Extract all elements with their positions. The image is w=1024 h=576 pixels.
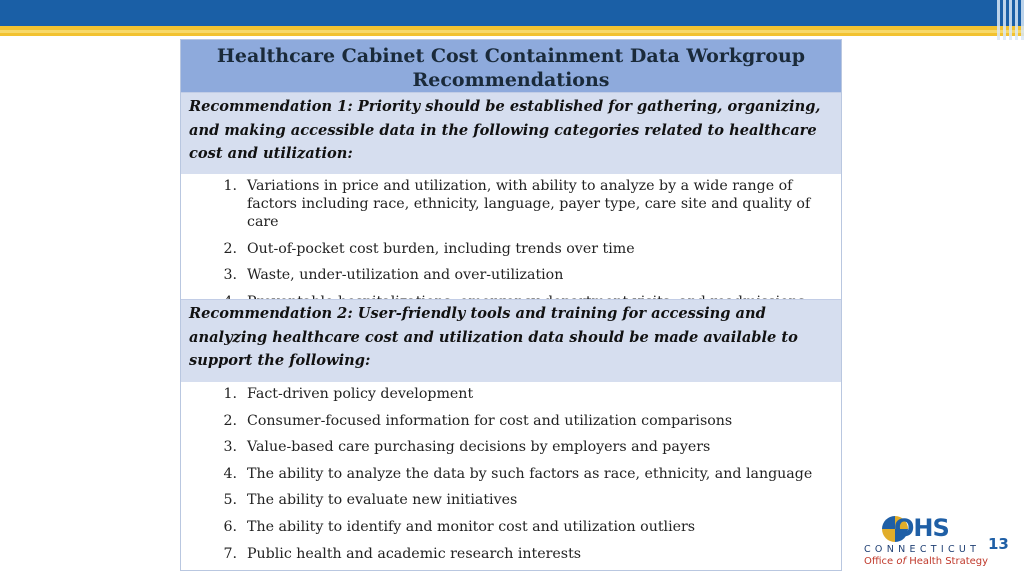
list-item: 3. Value-based care purchasing decisions by employers and payers: [223, 439, 711, 456]
recommendation-1-row: [181, 92, 841, 174]
logo-state: CONNECTICUT: [864, 544, 981, 555]
recommendation-2-heading: Recommendation 2: User-friendly tools and training for accessing and analyzing healthcare cost and utilization data should be made available to support the following:: [189, 305, 798, 369]
top-banner: [0, 0, 1024, 26]
logo-office-name: Office of Health Strategy: [864, 556, 989, 567]
recommendations-table: [180, 39, 842, 571]
list-item: 2. Out-of-pocket cost burden, including trends over time: [223, 240, 635, 257]
logo-abbreviation: OHS: [894, 514, 949, 542]
list-item: 2. Consumer-focused information for cost and utilization comparisons: [223, 412, 733, 429]
recommendation-1-heading: Recommendation 1: Priority should be established for gathering, organizing, and making accessible data in the following categories related to healthcare cost and utilization:: [189, 98, 821, 162]
corner-decoration: [990, 0, 1024, 40]
ohs-logo: [862, 514, 989, 572]
list-item: 4. The ability to analyze the data by such factors as race, ethnicity, and language: [223, 465, 813, 482]
list-item: 5. The ability to evaluate new initiatives: [223, 492, 518, 509]
list-item: 7. Public health and academic research interests: [223, 545, 582, 562]
list-item: 6. The ability to identify and monitor cost and utilization outliers: [223, 518, 696, 535]
list-item: 1. Variations in price and utilization, with ability to analyze by a wide range of factors including race, ethnicity, language, payer type, care site and quality of care: [223, 178, 811, 230]
recommendation-2-list: [181, 385, 841, 571]
table-header: [181, 40, 841, 92]
page-number: 13: [988, 535, 1009, 553]
slide-title: Healthcare Cabinet Cost Containment Data Workgroup Recommendations: [216, 45, 806, 91]
recommendation-2-row: [181, 299, 841, 382]
list-item: 3. Waste, under-utilization and over-utilization: [223, 267, 564, 284]
list-item: 1. Fact-driven policy development: [223, 386, 474, 402]
gold-banner-highlight: [0, 30, 1024, 33]
